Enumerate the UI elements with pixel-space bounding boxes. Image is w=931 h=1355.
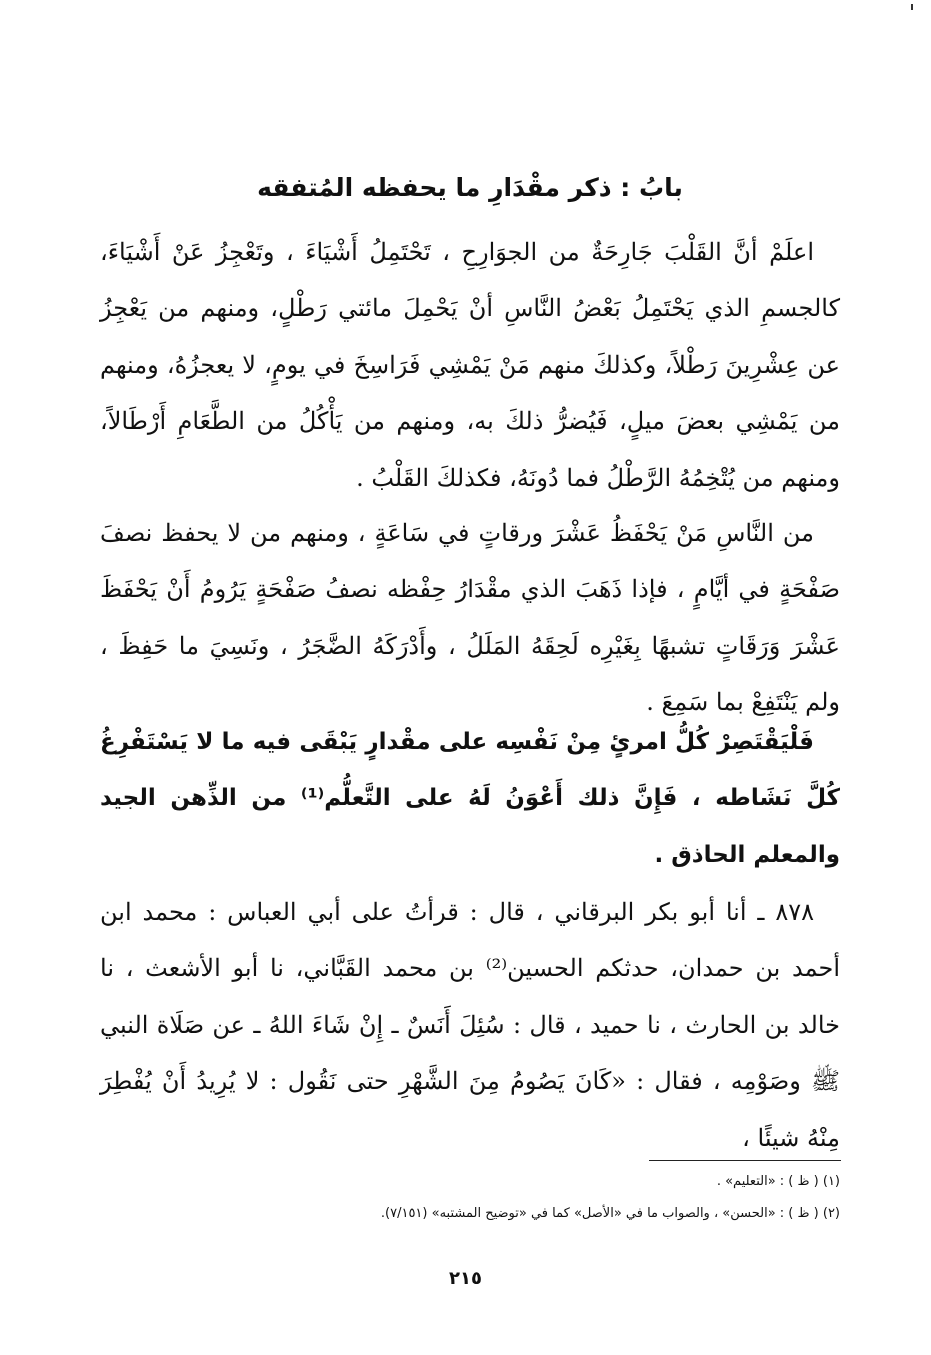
paragraph-2-block bbox=[100, 505, 840, 731]
corner-mark bbox=[911, 4, 913, 10]
footnote-1: (١) ( ظ ) : «التعليم» . bbox=[716, 1174, 840, 1189]
page-number: ٢١٥ bbox=[449, 1268, 482, 1289]
footnotes bbox=[100, 1166, 840, 1230]
paragraph-1-block bbox=[100, 224, 840, 506]
paragraph-1: اعلَمْ أنَّ القَلْبَ جَارِحَةٌ من الجوَارِحِ ، تَحْتَمِلُ أَشْيَاءَ ، وتَعْجِزُ عَنْ أَشْيَاءَ، كالجسمِ الذي يَحْتَمِلُ بَعْضُ النَّاسِ أنْ يَحْمِلَ مائتي رَطْلٍ، ومنهم من يَعْجِزُ عن عِشْرِينَ رَطْلاً، وكذلكَ منهم مَنْ يَمْشِي فَرَاسِخَ في يومٍ، لا يعجزُهُ، ومنهم من يَمْشِي بعضَ ميلٍ، فَيُضرُّ ذلكَ به، ومنهم من يَأْكُلُ من الطَّعَامِ أَرْطَالاً، ومنهم من يُتْخِمُهُ الرَّطْلُ فما دُونَهُ، فكذلكَ القَلْبُ . bbox=[100, 238, 840, 492]
chapter-title: بابُ : ذكر مقْدَارِ ما يحفظه المُتفقه bbox=[257, 173, 683, 202]
paragraph-3-block bbox=[100, 714, 840, 883]
paragraph-4-block bbox=[100, 884, 840, 1166]
footnote-2: (٢) ( ظ ) : «الحسن» ، والصواب ما في «الأصل» كما في «توضيح المشتبه» (٧/١٥١). bbox=[380, 1206, 840, 1221]
hadith-paragraph: ٨٧٨ ـ أنا أبو بكر البرقاني ، قال : قرأتُ على أبي العباس : محمد ابن أحمد بن حمدان، حدثكم الحسين⁽²⁾ بن محمد القَبَّاني، نا أبو الأشعث ، نا خالد بن الحارث ، نا حميد ، قال : سُئِلَ أَنَسٌ ـ إِنْ شَاءَ اللهُ ـ عن صَلَاة النبي ﷺ وصَوْمِه ، فقال : «كَانَ يَصُومُ مِنَ الشَّهْرِ حتى نَقُول : لا يُرِيدُ أَنْ يُفْطِرَ مِنْهُ شيئًا ، bbox=[100, 898, 841, 1152]
paragraph-3-bold: فَلْيَقْتَصِرْ كُلُّ امرئٍ مِنْ نَفْسِه على مقْدارٍ يَبْقَى فيه ما لا يَسْتَفْرِغُ كُلَّ نَشَاطه ، فَإِنَّ ذلك أَعْوَنُ لَهُ على التَّعلُّم⁽¹⁾ من الذِّهن الجيد والمعلم الحاذق . bbox=[100, 729, 841, 868]
footnote-divider bbox=[649, 1160, 841, 1161]
paragraph-2: من النَّاسِ مَنْ يَحْفَظُ عَشْرَ ورقاتٍ في سَاعَةٍ ، ومنهم من لا يحفظ نصفَ صَفْحَةٍ في أيَّامٍ ، فإذا ذَهَبَ الذي مقْدَارُ حِفْظه نصفُ صَفْحَةٍ يَرُومُ أَنْ يَحْفَظَ عَشْرَ وَرَقَاتٍ تشبهًا بِغَيْرِه لَحِقَهُ المَلَلُ ، وأَدْرَكَهُ الضَّجَرُ ، ونَسِيَ ما حَفِظَ ، ولم يَنْتَفِعْ بما سَمِعَ . bbox=[100, 519, 840, 717]
